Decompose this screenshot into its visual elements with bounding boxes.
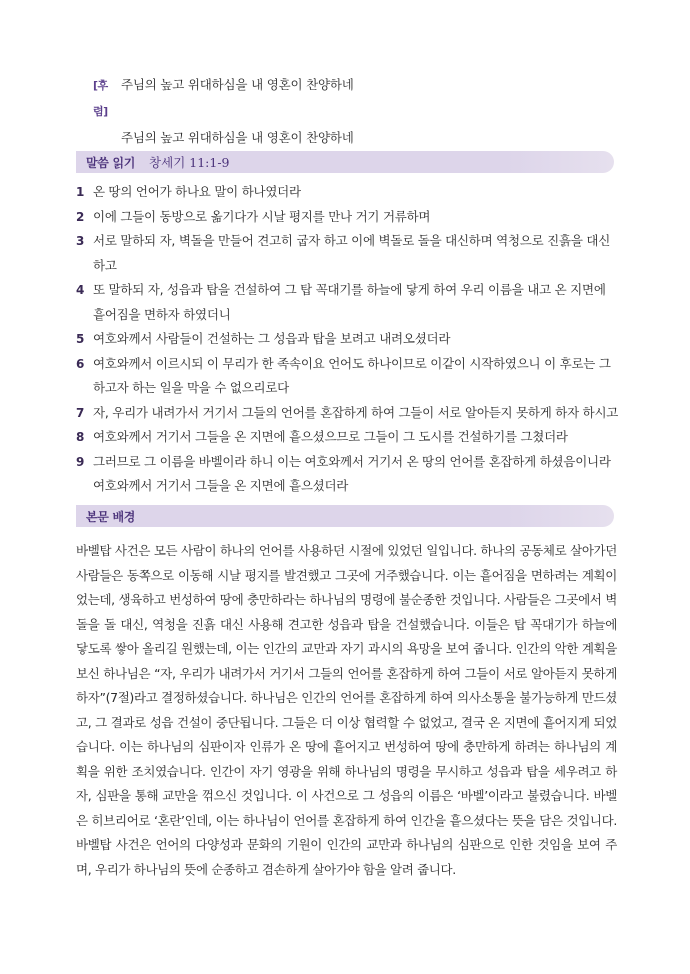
verse-item — [76, 450, 621, 499]
verse-item — [76, 327, 621, 352]
chorus-line: 주님의 높고 위대하심을 내 영혼이 찬양하네 — [121, 77, 354, 92]
verse-item — [76, 401, 621, 426]
verse-item — [76, 278, 621, 327]
reading-section-header — [76, 151, 614, 173]
verse-number: 3 — [76, 234, 85, 248]
verse-text: 이에 그들이 동방으로 옮기다가 시날 평지를 만나 거기 거류하며 — [93, 208, 431, 224]
verse-number: 2 — [76, 209, 85, 224]
chorus-line: 주님의 높고 위대하심을 내 영혼이 찬양하네 — [121, 130, 354, 145]
background-section-header — [76, 505, 614, 527]
verse-text: 여호와께서 이르시되 이 무리가 한 족속이요 언어도 하나이므로 이같이 시작하였으니 이 후로는 그 하고자 하는 일을 막을 수 없으리로다 — [93, 355, 611, 395]
verse-list — [76, 180, 621, 499]
background-section-title: 본문 배경 — [86, 509, 136, 524]
verse-item — [76, 425, 621, 450]
chorus-row — [93, 72, 354, 125]
verse-text: 온 땅의 언어가 하나요 말이 하나였더라 — [93, 184, 301, 199]
verse-number: 9 — [76, 454, 85, 469]
verse-item — [76, 229, 621, 278]
verse-number: 5 — [76, 332, 85, 346]
reading-section-title: 말씀 읽기 — [86, 155, 136, 170]
background-paragraph: 바벨탑 사건은 모든 사람이 하나의 언어를 사용하던 시절에 있었던 일입니다. 하나의 공동체로 살아가던 사람들은 동쪽으로 이동해 시날 평지를 발견했고 그곳에 거주했습니다. 이는 흩어짐을 면하려는 계획이었는데, 생육하고 번성하여 땅에 충만하라는 하나님의 명령에 불순종한 것입니다. 사람들은 그곳에서 벽돌을 돌 대신, 역청을 진흙 대신 사용해 견고한 성읍과 탑을 건설했습니다. 이들은 탑 꼭대기가 하늘에 닿도록 쌓아 올리길 원했는데, 이는 인간의 교만과 자기 과시의 욕망을 보여 줍니다. 인간의 악한 계획을 보신 하나님은 “자, 우리가 내려가서 거기서 그들의 언어를 혼잡하게 하여 그들이 서로 알아듣지 못하게 하자”(7절)라고 결정하셨습니다. 하나님은 인간의 언어를 혼잡하게 하여 의사소통을 불가능하게 만드셨고, 그 결과로 성읍 건설이 중단됩니다. 그들은 더 이상 협력할 수 없었고, 결국 온 지면에 흩어지게 되었습니다. 이는 하나님의 심판이자 인류가 온 땅에 흩어지고 번성하여 땅에 충만하게 하려는 하나님의 계획을 위한 조치였습니다. 인간이 자기 영광을 위해 하나님의 명령을 무시하고 성읍과 탑을 세우려고 하자, 심판을 통해 교만을 꺾으신 것입니다. 이 사건으로 그 성읍의 이름은 ‘바벨’이라고 불렸습니다. 바벨은 히브리어로 ‘혼란’인데, 이는 하나님이 언어를 혼잡하게 하여 인간을 흩으셨다는 뜻을 담은 것입니다. 바벨탑 사건은 언어의 다양성과 문화의 기원이 인간의 교만과 하나님의 심판으로 인한 것임을 보여 주며, 우리가 하나님의 뜻에 순종하고 겸손하게 살아가야 함을 알려 줍니다. — [76, 543, 617, 877]
verse-item — [76, 180, 621, 205]
verse-item — [76, 205, 621, 230]
verse-text: 또 말하되 자, 성읍과 탑을 건설하여 그 탑 꼭대기를 하늘에 닿게 하여 우리 이름을 내고 온 지면에 흩어짐을 면하자 하였더니 — [93, 282, 606, 322]
verse-number: 1 — [76, 185, 85, 199]
verse-number: 7 — [76, 405, 85, 420]
scripture-reference: 창세기 11:1-9 — [149, 155, 230, 170]
chorus-tag: [후렴] — [93, 79, 108, 118]
verse-text: 자, 우리가 내려가서 거기서 그들의 언어를 혼잡하게 하여 그들이 서로 알아듣지 못하게 하자 하시고 — [93, 404, 619, 420]
chorus-row — [93, 125, 354, 151]
verse-number: 8 — [76, 430, 85, 444]
verse-text: 여호와께서 사람들이 건설하는 그 성읍과 탑을 보려고 내려오셨더라 — [93, 331, 451, 346]
chorus-block — [93, 72, 354, 151]
verse-number: 4 — [76, 283, 85, 297]
verse-text: 서로 말하되 자, 벽돌을 만들어 견고히 굽자 하고 이에 벽돌로 돌을 대신하며 역청으로 진흙을 대신하고 — [93, 233, 611, 273]
verse-text: 여호와께서 거기서 그들을 온 지면에 흩으셨으므로 그들이 그 도시를 건설하기를 그쳤더라 — [93, 429, 568, 444]
verse-text: 그러므로 그 이름을 바벨이라 하니 이는 여호와께서 거기서 온 땅의 언어를 혼잡하게 하셨음이니라 여호와께서 거기서 그들을 온 지면에 흩으셨더라 — [93, 453, 611, 493]
verse-item — [76, 352, 621, 401]
verse-number: 6 — [76, 356, 85, 371]
